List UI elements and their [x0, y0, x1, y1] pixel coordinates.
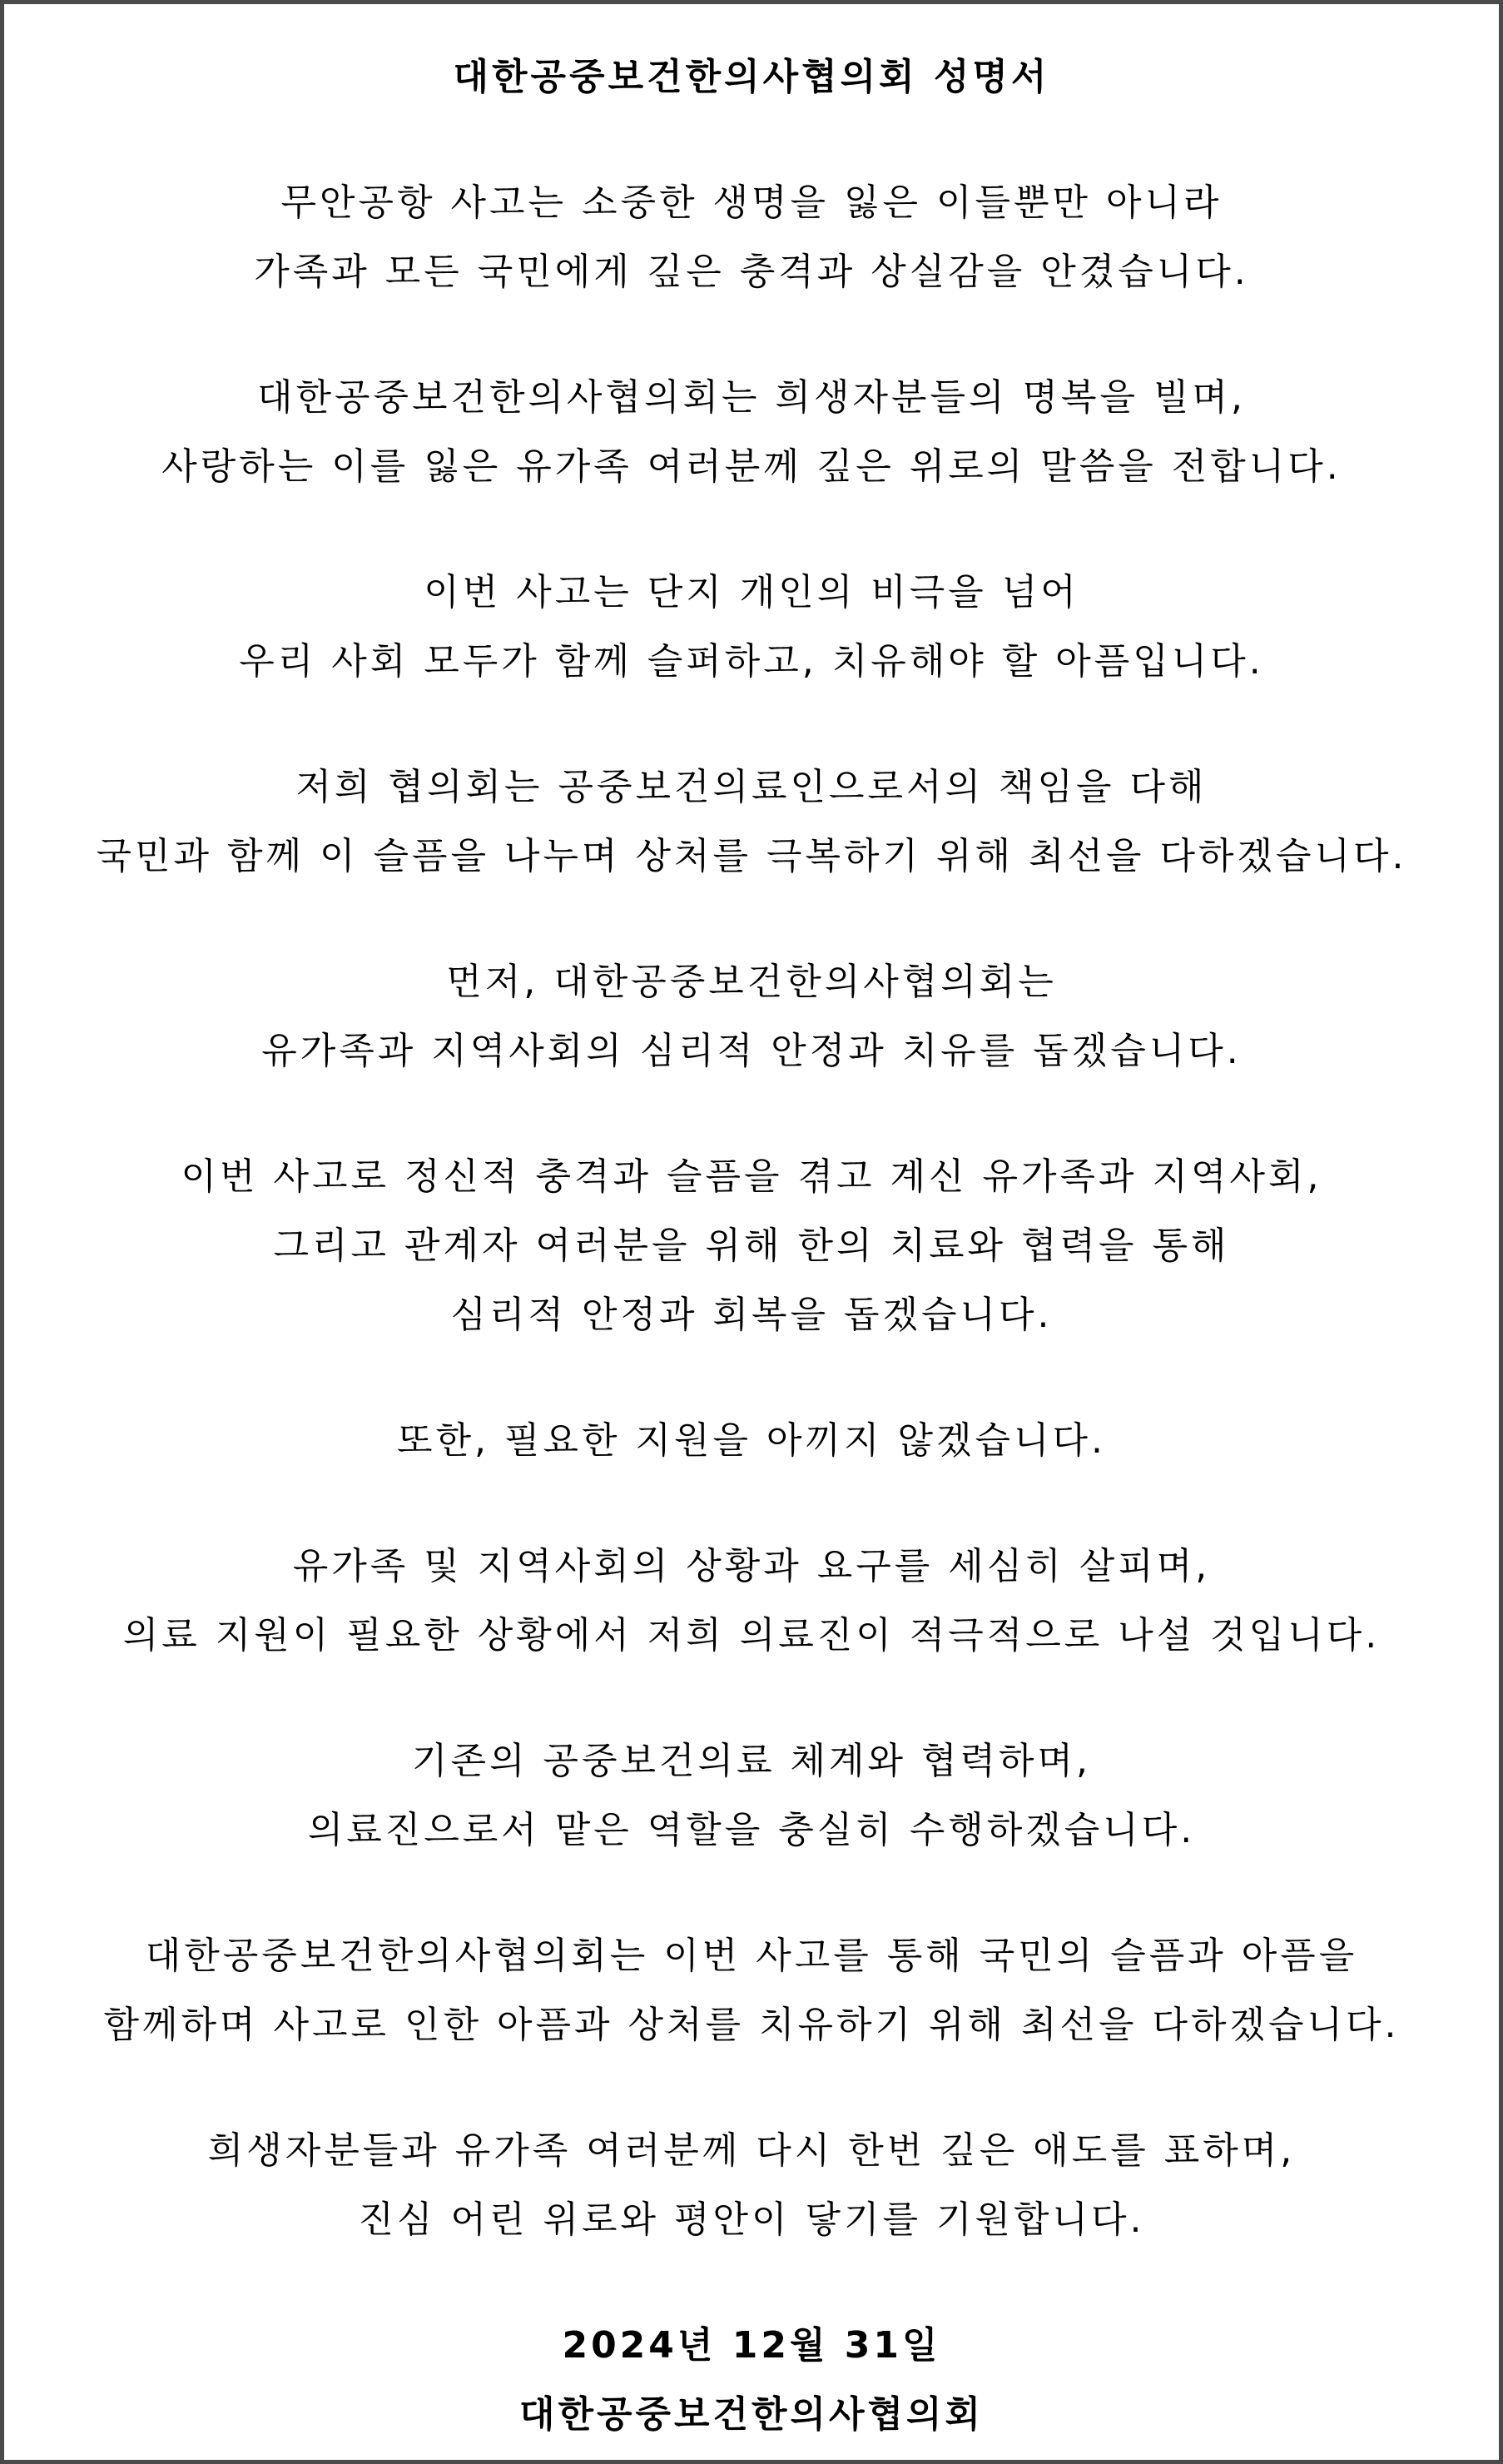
signature: 대한공중보건한의사협의회 [518, 2393, 985, 2436]
paragraph-line: 국민과 함께 이 슬픔을 나누며 상처를 극복하기 위해 최선을 다하겠습니다. [96, 835, 1407, 877]
paragraph [4, 1726, 1499, 1865]
paragraph-line: 우리 사회 모두가 함께 슬퍼하고, 치유해야 할 아픔입니다. [239, 640, 1264, 683]
paragraph-line: 유가족과 지역사회의 심리적 안정과 치유를 돕겠습니다. [261, 1030, 1242, 1072]
paragraph [4, 363, 1499, 501]
paragraph [4, 1921, 1499, 2059]
statement-body [4, 168, 1499, 2254]
paragraph [4, 1142, 1499, 1349]
paragraph-line: 의료 지원이 필요한 상황에서 저희 의료진이 적극적으로 나설 것입니다. [122, 1614, 1381, 1657]
paragraph-line: 진심 어린 위로와 평안이 닿기를 기원합니다. [358, 2198, 1145, 2241]
paragraph-line: 희생자분들과 유가족 여러분께 다시 한번 깊은 애도를 표하며, [207, 2129, 1296, 2172]
closing-block [4, 2311, 1499, 2449]
paragraph-line: 함께하며 사고로 인한 아픔과 상처를 치유하기 위해 최선을 다하겠습니다. [103, 2004, 1400, 2046]
paragraph [4, 1532, 1499, 1670]
statement-date: 2024년 12월 31일 [562, 2324, 941, 2367]
paragraph-line: 심리적 안정과 회복을 돕겠습니다. [450, 1294, 1053, 1336]
paragraph [4, 1406, 1499, 1475]
document-title: 대한공중보건한의사협의회 성명서 [453, 56, 1050, 98]
paragraph [4, 947, 1499, 1085]
paragraph-line: 가족과 모든 국민에게 깊은 충격과 상실감을 안겼습니다. [254, 251, 1249, 293]
paragraph-line: 또한, 필요한 지원을 아끼지 않겠습니다. [397, 1419, 1106, 1462]
paragraph-line: 그리고 관계자 여러분을 위해 한의 치료와 협력을 통해 [273, 1225, 1230, 1267]
paragraph-line: 대한공중보건한의사협의회는 이번 사고를 통해 국민의 슬픔과 아픔을 [145, 1935, 1358, 1977]
paragraph-line: 이번 사고는 단지 개인의 비극을 넘어 [424, 571, 1079, 614]
paragraph [4, 753, 1499, 891]
paragraph-line: 저희 협의회는 공중보건의료인으로서의 책임을 다해 [295, 766, 1208, 808]
paragraph-line: 기존의 공중보건의료 체계와 협력하며, [411, 1740, 1091, 1782]
paragraph-line: 사랑하는 이를 잃은 유가족 여러분께 깊은 위로의 말씀을 전합니다. [161, 445, 1342, 488]
paragraph [4, 168, 1499, 306]
paragraph-line: 유가족 및 지역사회의 상황과 요구를 세심히 살피며, [292, 1545, 1211, 1587]
paragraph-line: 대한공중보건한의사협의회는 희생자분들의 명복을 빌며, [256, 376, 1247, 419]
paragraph-line: 무안공항 사고는 소중한 생명을 잃은 이들뿐만 아니라 [280, 181, 1223, 224]
paragraph-line: 먼저, 대한공중보건한의사협의회는 [446, 961, 1057, 1003]
paragraph-line: 이번 사고로 정신적 충격과 슬픔을 겪고 계신 유가족과 지역사회, [181, 1155, 1322, 1198]
paragraph [4, 2116, 1499, 2254]
paragraph [4, 558, 1499, 696]
paragraph-line: 의료진으로서 맡은 역할을 충실히 수행하겠습니다. [307, 1809, 1196, 1851]
